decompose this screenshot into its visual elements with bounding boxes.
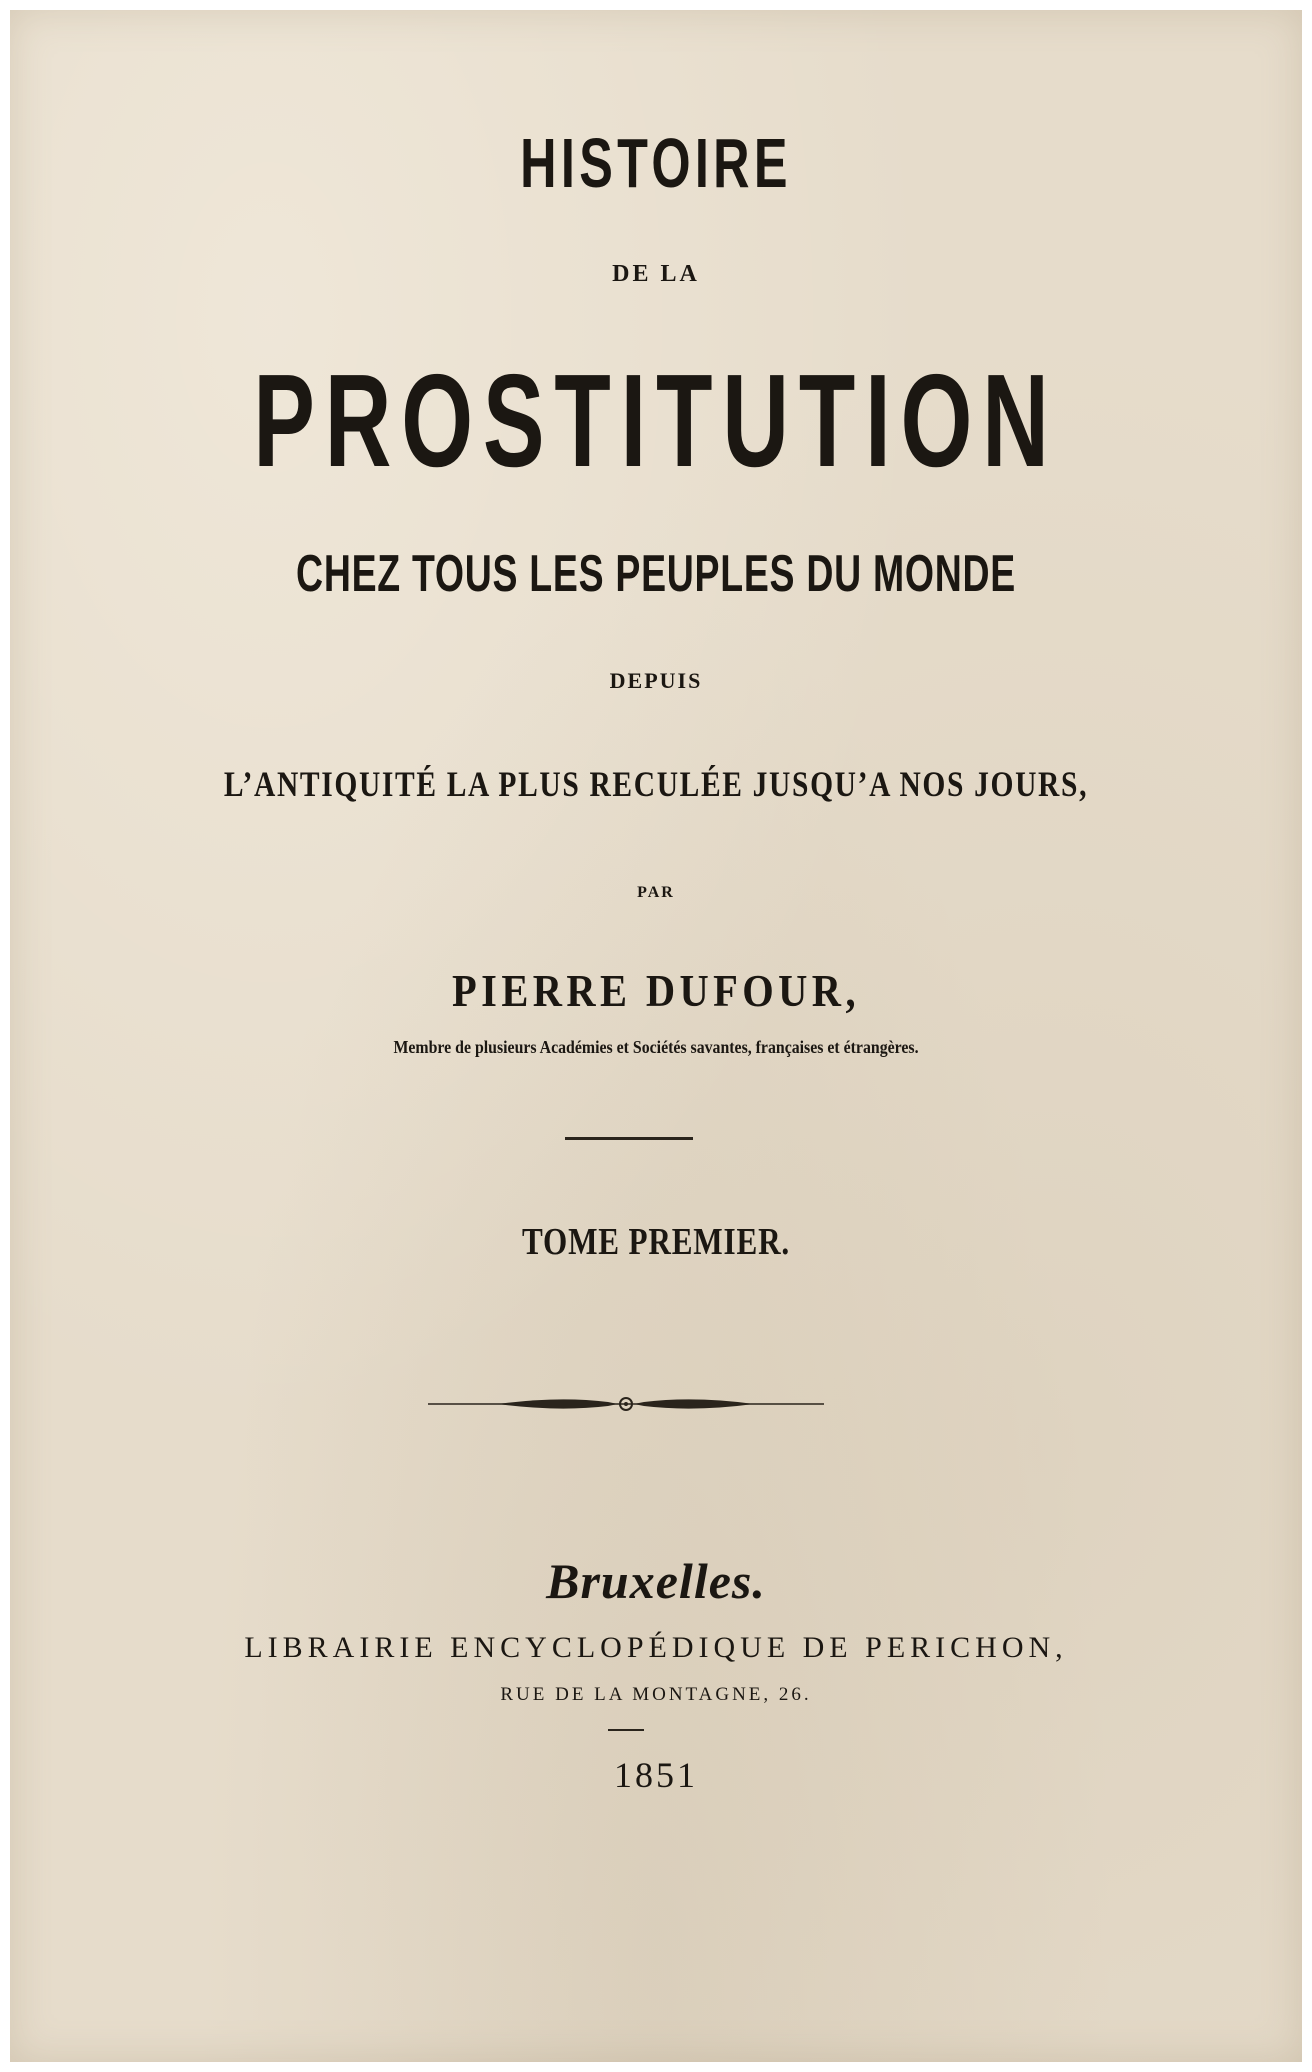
subtitle-peuples: CHEZ TOUS LES PEUPLES DU MONDE [296,545,1016,603]
author-name: PIERRE DUFOUR, [452,965,860,1016]
title-de-la: DE LA [612,261,700,287]
title-histoire: HISTOIRE [520,124,792,202]
publisher-city: Bruxelles. [546,1553,766,1609]
volume-label: TOME PREMIER. [521,1221,791,1263]
title-page [10,10,1302,2062]
small-divider-rule [608,1729,644,1731]
author-credentials: Membre de plusieurs Académies et Sociétés savantes, françaises et étrangères. [393,1037,919,1057]
publisher-address: RUE DE LA MONTAGNE, 26. [500,1684,812,1705]
ornament-divider [428,1392,824,1416]
label-par: PAR [637,884,675,901]
publisher-name: LIBRAIRIE ENCYCLOPÉDIQUE DE PERICHON, [244,1631,1068,1664]
publication-year: 1851 [614,1755,698,1795]
label-depuis: DEPUIS [609,668,703,693]
divider-rule [565,1137,693,1140]
subtitle-period: L’ANTIQUITÉ LA PLUS RECULÉE JUSQU’A NOS JOURS, [223,764,1089,804]
title-prostitution: PROSTITUTION [253,347,1059,494]
